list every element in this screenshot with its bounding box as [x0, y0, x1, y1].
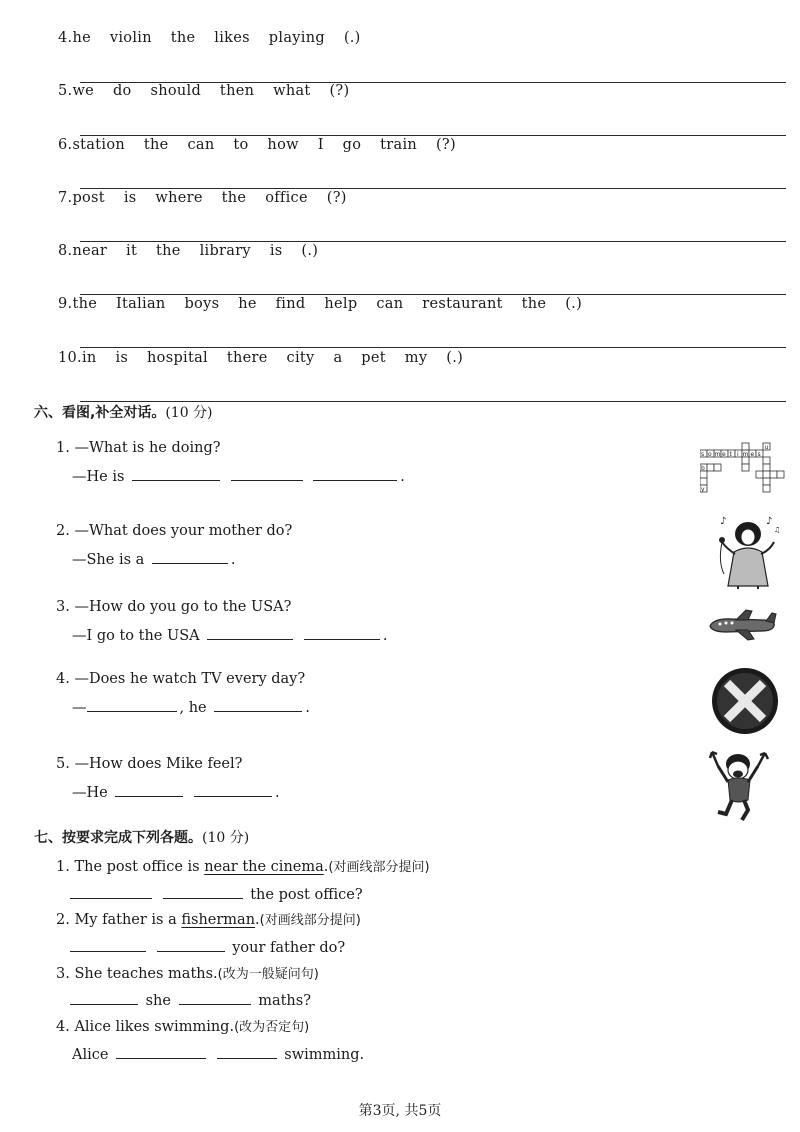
- svg-text:s: s: [757, 451, 761, 458]
- dialogue-5-answer: —He .: [72, 782, 280, 801]
- answer-blank[interactable]: [194, 782, 272, 797]
- answer-line[interactable]: [80, 188, 786, 189]
- svg-text:e: e: [722, 451, 726, 458]
- dialogue-3-answer: —I go to the USA .: [72, 625, 387, 644]
- task-4-answer: Alice swimming.: [72, 1044, 364, 1063]
- dialogue-2-question: 2. —What does your mother do?: [56, 523, 293, 539]
- task-2-sentence: 2. My father is a fisherman.(对画线部分提问): [56, 912, 361, 928]
- task-4-sentence: 4. Alice likes swimming.(改为否定句): [56, 1019, 310, 1035]
- answer-blank[interactable]: [217, 1044, 277, 1059]
- dialogue-2-answer: —She is a .: [72, 549, 236, 568]
- dialogue-4-question: 4. —Does he watch TV every day?: [56, 671, 306, 687]
- svg-text:♫: ♫: [774, 526, 781, 534]
- svg-text:u: u: [764, 444, 769, 451]
- svg-text:y: y: [701, 486, 705, 493]
- section-7-title: 七、按要求完成下列各题。(10 分): [34, 830, 250, 846]
- answer-blank[interactable]: [70, 990, 138, 1005]
- answer-blank[interactable]: [313, 466, 397, 481]
- svg-text:t: t: [729, 451, 732, 458]
- answer-blank[interactable]: [152, 549, 228, 564]
- page-number: 第3页, 共5页: [358, 1103, 442, 1119]
- svg-text:o: o: [708, 451, 712, 458]
- answer-blank[interactable]: [70, 884, 152, 899]
- svg-text:i: i: [737, 451, 739, 458]
- dialogue-5-question: 5. —How does Mike feel?: [56, 756, 243, 772]
- reorder-item-5: 5.we do should then what (?): [58, 83, 350, 99]
- svg-text:b: b: [701, 465, 705, 472]
- dialogue-3-question: 3. —How do you go to the USA?: [56, 599, 292, 615]
- dialogue-1-question: 1. —What is he doing?: [56, 440, 221, 456]
- dialogue-1-answer: —He is .: [72, 466, 405, 485]
- svg-text:e: e: [750, 451, 755, 458]
- svg-text:♪: ♪: [766, 516, 773, 527]
- no-symbol-picture: [710, 666, 780, 736]
- svg-text:m: m: [742, 451, 749, 458]
- answer-line[interactable]: [80, 135, 786, 136]
- reorder-item-10: 10.in is hospital there city a pet my (.): [58, 350, 464, 366]
- singer-picture: [708, 512, 784, 590]
- reorder-item-4: 4.he violin the likes playing (.): [58, 30, 361, 46]
- svg-text:♪: ♪: [720, 516, 727, 527]
- answer-blank[interactable]: [179, 990, 251, 1005]
- task-1-answer: the post office?: [70, 884, 363, 903]
- happy-boy-picture: [708, 748, 770, 822]
- svg-text:m: m: [714, 451, 721, 458]
- answer-blank[interactable]: [304, 625, 380, 640]
- reorder-item-7: 7.post is where the office (?): [58, 190, 347, 206]
- reorder-item-9: 9.the Italian boys he find help can restaurant the (.): [58, 296, 583, 312]
- dialogue-4-answer: — , he .: [72, 697, 310, 716]
- reorder-item-8: 8.near it the library is (.): [58, 243, 319, 259]
- answer-blank[interactable]: [163, 884, 243, 899]
- answer-blank[interactable]: [115, 782, 183, 797]
- answer-blank[interactable]: [207, 625, 293, 640]
- answer-line[interactable]: [80, 241, 786, 242]
- answer-line[interactable]: [80, 347, 786, 348]
- task-2-answer: your father do?: [70, 937, 345, 956]
- answer-blank[interactable]: [70, 937, 146, 952]
- answer-blank[interactable]: [132, 466, 220, 481]
- task-3-sentence: 3. She teaches maths.(改为一般疑问句): [56, 966, 319, 982]
- answer-blank[interactable]: [157, 937, 225, 952]
- task-3-answer: she maths?: [70, 990, 311, 1009]
- svg-text:s: s: [701, 451, 705, 458]
- answer-blank[interactable]: [214, 697, 302, 712]
- task-1-sentence: 1. The post office is near the cinema.(对画线部分提问): [56, 859, 430, 875]
- answer-blank[interactable]: [116, 1044, 206, 1059]
- answer-blank[interactable]: [231, 466, 303, 481]
- crossword-picture: [700, 442, 790, 494]
- answer-line[interactable]: [80, 294, 786, 295]
- section-6-title: 六、看图,补全对话。(10 分): [34, 405, 213, 421]
- airplane-picture: [706, 608, 778, 642]
- reorder-item-6: 6.station the can to how I go train (?): [58, 137, 456, 153]
- answer-blank[interactable]: [87, 697, 177, 712]
